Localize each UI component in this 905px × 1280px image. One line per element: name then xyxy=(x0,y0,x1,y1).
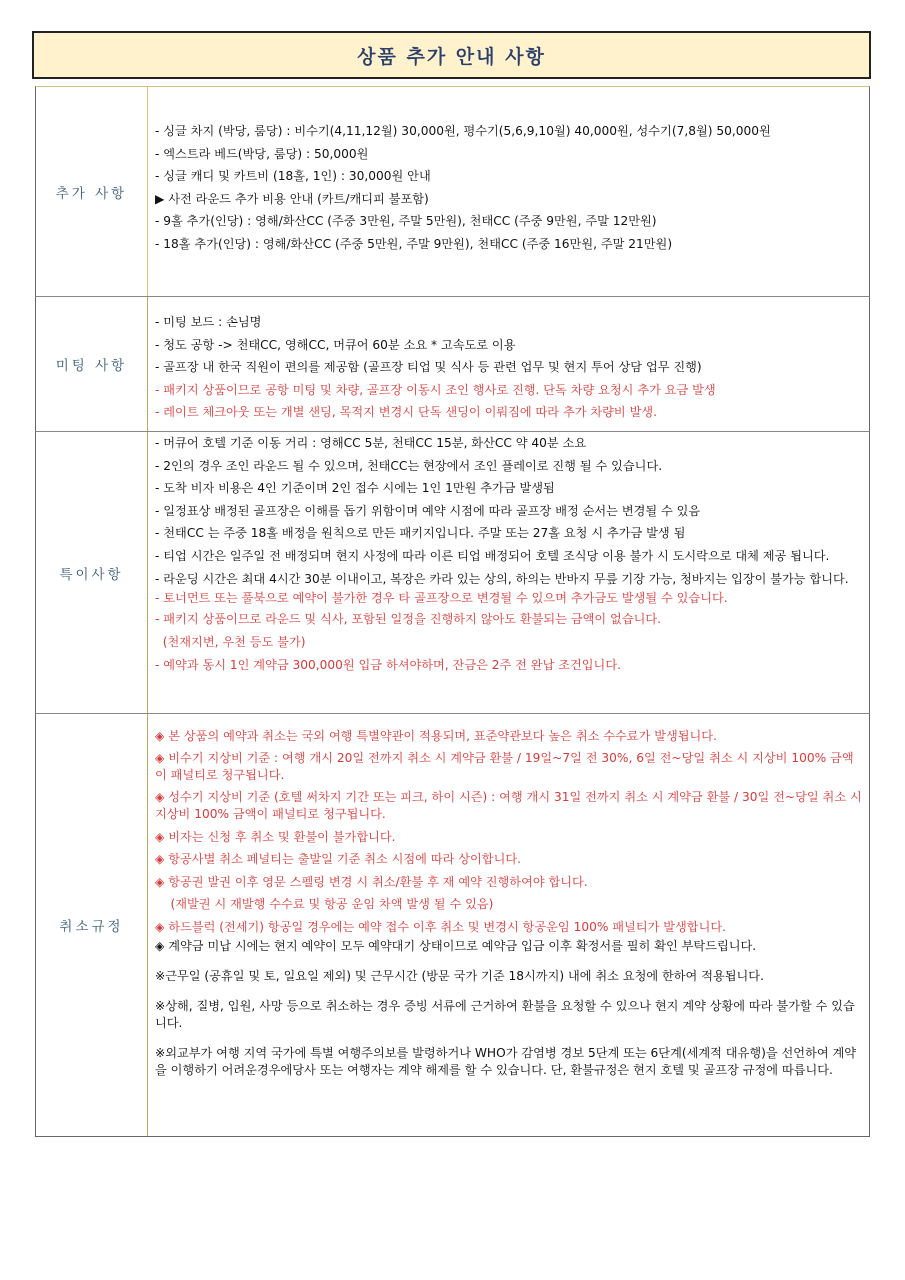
section-meeting xyxy=(35,296,870,431)
section-content xyxy=(148,432,869,713)
line: ◈ 항공권 발권 이후 영문 스펠링 변경 시 취소/환불 후 재 예약 진행하여야 합니다. xyxy=(155,874,588,889)
line: ◈ 본 상품의 예약과 취소는 국외 여행 특별약관이 적용되며, 표준약관보다 높은 취소 수수료가 발생됩니다. xyxy=(155,729,717,743)
section-additional xyxy=(35,86,870,296)
line: ◈ 비수기 지상비 기준 : 여행 개시 20일 전까지 취소 시 계약금 환불 / 19일~7일 전 30%, 6일 전~당일 취소 시 지상비 100% 금액이 패널티로 청구됩니다. xyxy=(155,750,854,782)
line: - 미팅 보드 : 손님명 xyxy=(155,315,262,329)
section-label: 미팅 사항 xyxy=(36,297,148,431)
line: - 레이트 체크아웃 또는 개별 샌딩, 목적지 변경시 단독 샌딩이 이뤄짐에 따라 추가 차량비 발생. xyxy=(155,405,657,419)
section-special xyxy=(35,431,870,713)
section-content xyxy=(148,714,869,1136)
line: - 라운딩 시간은 최대 4시간 30분 이내이고, 복장은 카라 있는 상의, 하의는 반바지 무릎 기장 가능, 청바지는 입장이 불가능 합니다. xyxy=(155,572,849,586)
line: - 토너먼트 또는 풀북으로 예약이 불가한 경우 타 골프장으로 변경될 수 있으며 추가금도 발생될 수 있습니다. xyxy=(155,591,728,605)
line: - 예약과 동시 1인 계약금 300,000원 입금 하셔야하며, 잔금은 2주 전 완납 조건입니다. xyxy=(155,658,621,672)
info-table xyxy=(35,86,870,1137)
section-label: 추가 사항 xyxy=(36,87,148,296)
line: - 18홀 추가(인당) : 영해/화산CC (주중 5만원, 주말 9만원), 천태CC (주중 16만원, 주말 21만원) xyxy=(155,236,673,251)
line: ◈ 비자는 신청 후 취소 및 환불이 불가합니다. xyxy=(155,829,396,844)
line: - 티업 시간은 일주일 전 배정되며 현지 사정에 따라 이른 티업 배정되어 호텔 조식당 이용 불가 시 도시락으로 대체 제공 됩니다. xyxy=(155,548,830,563)
section-label: 특이사항 xyxy=(36,432,148,713)
section-content xyxy=(148,297,869,431)
page-title: 상품 추가 안내 사항 xyxy=(357,45,546,68)
section-cancellation xyxy=(35,713,870,1137)
line: - 일정표상 배정된 골프장은 이해를 돕기 위함이며 예약 시점에 따라 골프장 배정 순서는 변경될 수 있음 xyxy=(155,503,701,518)
page-title-box xyxy=(32,31,871,79)
line: - 청도 공항 -> 천태CC, 영해CC, 머큐어 60분 소요 * 고속도로 이용 xyxy=(155,337,516,352)
line: (재발권 시 재발행 수수료 및 항공 운임 차액 발생 될 수 있음) xyxy=(155,897,494,911)
line: - 싱글 캐디 및 카트비 (18홀, 1인) : 30,000원 안내 xyxy=(155,169,431,183)
line: - 패키지 상품이므로 라운드 및 식사, 포함된 일정을 진행하지 않아도 환불되는 금액이 없습니다. xyxy=(155,612,662,626)
line: - 9홀 추가(인당) : 영해/화산CC (주중 3만원, 주말 5만원), 천태CC (주중 9만원, 주말 12만원) xyxy=(155,214,657,228)
line: - 2인의 경우 조인 라운드 될 수 있으며, 천태CC는 현장에서 조인 플레이로 진행 될 수 있습니다. xyxy=(155,458,663,473)
line: - 골프장 내 한국 직원이 편의를 제공함 (골프장 티업 및 식사 등 관련 업무 및 현지 투어 상담 업무 진행) xyxy=(155,360,702,374)
line: ※상해, 질병, 입원, 사망 등으로 취소하는 경우 증빙 서류에 근거하여 환불을 요청할 수 있으나 현지 계약 상황에 따라 불가할 수 있습니다. xyxy=(155,999,855,1030)
line: - 천태CC 는 주중 18홀 배정을 원칙으로 만든 패키지입니다. 주말 또는 27홀 요청 시 추가금 발생 됨 xyxy=(155,526,686,540)
section-label: 취소규정 xyxy=(36,714,148,1136)
line: ※외교부가 여행 지역 국가에 특별 여행주의보를 발령하거나 WHO가 감염병 경보 5단계 또는 6단계(세계적 대유행)을 선언하여 계약을 이행하기 어려운경우에당사 또는 여행자는 계약 해제를 할 수 있습니다. 단, 환불규정은 현지 호텔 및 골프장 규정에 따릅니다. xyxy=(155,1046,857,1077)
line: - 머큐어 호텔 기준 이동 거리 : 영해CC 5분, 천태CC 15분, 화산CC 약 40분 소요 xyxy=(155,436,587,450)
line: - 패키지 상품이므로 공항 미팅 및 차량, 골프장 이동시 조인 행사로 진행. 단독 차량 요청시 추가 요금 발생 xyxy=(155,382,716,397)
line: ◈ 항공사별 취소 페널티는 출발일 기준 취소 시점에 따라 상이합니다. xyxy=(155,852,521,866)
section-content xyxy=(148,87,869,296)
line: ◈ 하드블럭 (전세기) 항공일 경우에는 예약 접수 이후 취소 및 변경시 항공운임 100% 패널티가 발생합니다. xyxy=(155,919,726,934)
line: ◈ 성수기 지상비 기준 (호텔 써차지 기간 또는 피크, 하이 시즌) : 여행 개시 31일 전까지 취소 시 계약금 환불 / 30일 전~당일 취소 시 지상비 100% 금액이 패널티로 청구됩니다. xyxy=(155,789,862,821)
line: - 도착 비자 비용은 4인 기준이며 2인 접수 시에는 1인 1만원 추가금 발생됨 xyxy=(155,481,555,495)
line: - 싱글 차지 (박당, 룸당) : 비수기(4,11,12월) 30,000원, 평수기(5,6,9,10월) 40,000원, 성수기(7,8월) 50,000원 xyxy=(155,124,771,138)
line: ※근무일 (공휴일 및 토, 일요일 제외) 및 근무시간 (방문 국가 기준 18시까지) 내에 취소 요청에 한하여 적용됩니다. xyxy=(155,969,764,983)
line: - 엑스트라 베드(박당, 룸당) : 50,000원 xyxy=(155,146,369,161)
line: ◈ 계약금 미납 시에는 현지 예약이 모두 예약대기 상태이므로 예약금 입금 이후 확정서를 필히 확인 부탁드립니다. xyxy=(155,939,757,953)
line: ▶ 사전 라운드 추가 비용 안내 (카트/캐디피 불포함) xyxy=(155,191,429,206)
line: (천재지변, 우천 등도 불가) xyxy=(155,635,306,649)
